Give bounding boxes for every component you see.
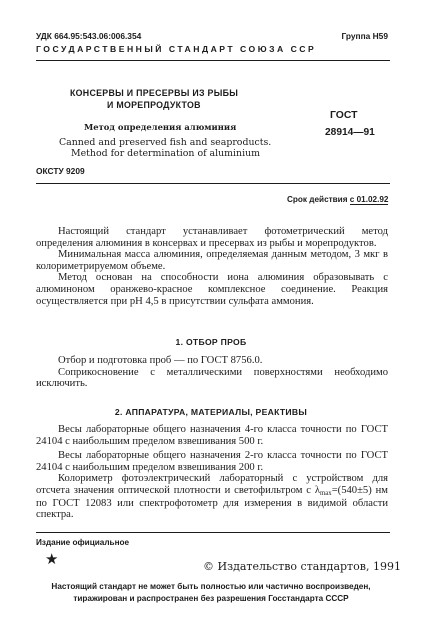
lambda-subscript: max	[320, 489, 332, 497]
section-2-body	[36, 424, 388, 521]
intro-paragraph-3: Метод основан на способности иона алюминия образовывать с алюминоном оранжево-красное комплексное соединение. Реакция осуществляется при pH 4,5 в присутствии сульфата аммония.	[36, 272, 388, 307]
header-rule	[36, 60, 390, 61]
section-2-paragraph-3	[36, 473, 388, 520]
validity	[287, 195, 388, 204]
reproduction-notice-line-2: тиражирован и распространен без разрешения Госстандарта СССР	[73, 594, 349, 603]
official-edition: Издание официальное	[36, 538, 130, 547]
colorimeter-text-tail: =(540±5) нм по ГОСТ 12083 или спектрофотометр для измерения в видимой области спектра.	[36, 484, 388, 521]
state-standard-banner: ГОСУДАРСТВЕННЫЙ СТАНДАРТ СОЮЗА ССР	[36, 44, 317, 54]
gost-label: ГОСТ	[330, 110, 358, 121]
title-line-1: КОНСЕРВЫ И ПРЕСЕРВЫ ИЗ РЫБЫ	[70, 88, 239, 98]
validity-date: с 01.02.92	[349, 195, 389, 204]
title-en-line-2: Method for determination of aluminium	[71, 148, 261, 159]
section-1-heading: 1. ОТБОР ПРОБ	[175, 337, 247, 347]
intro-section	[36, 226, 388, 307]
method-title-ru: Метод определения алюминия	[84, 122, 237, 132]
section-2-paragraph-2: Весы лабораторные общего назначения 2-го класса точности по ГОСТ 24104 с наибольшим пределом взвешивания 200 г.	[36, 450, 388, 473]
colorimeter-text: Колориметр фотоэлектрический лабораторный с устройством для отсчета значения оптической плотности и светофильтром с λ	[36, 473, 388, 496]
section-2-paragraph-1: Весы лабораторные общего назначения 4-го класса точности по ГОСТ 24104 с наибольшим пределом взвешивания 500 г.	[36, 424, 388, 447]
title-block-rule	[36, 183, 390, 184]
validity-label: Срок действия	[287, 195, 348, 204]
section-1-paragraph-2: Соприкосновение с металлическими поверхностями необходимо исключить.	[36, 366, 388, 390]
section-1-body	[36, 355, 388, 390]
udk-code: УДК 664.95:543.06:006.354	[36, 31, 142, 41]
intro-paragraph-1: Настоящий стандарт устанавливает фотометрический метод определения алюминия в консервах и пресервах из рыбы и морепродуктов.	[36, 226, 388, 249]
title-line-2: И МОРЕПРОДУКТОВ	[107, 100, 201, 110]
section-1-paragraph-1: Отбор и подготовка проб — по ГОСТ 8756.0.	[58, 355, 263, 366]
group-code: Группа Н59	[341, 31, 388, 41]
okstu-code: ОКСТУ 9209	[36, 166, 85, 176]
copyright-line: © Издательство стандартов, 1991	[203, 560, 401, 573]
section-2-heading: 2. АППАРАТУРА, МАТЕРИАЛЫ, РЕАКТИВЫ	[114, 407, 308, 417]
gost-number: 28914—91	[325, 127, 375, 138]
intro-paragraph-2: Минимальная масса алюминия, определяемая данным методом, 3 мкг в колориметрируемом объеме.	[36, 249, 388, 272]
footer-rule	[36, 532, 390, 533]
reproduction-notice-line-1: Настоящий стандарт не может быть полностью или частично воспроизведен,	[51, 582, 371, 591]
star-icon: ★	[45, 550, 59, 568]
title-en-line-1: Canned and preserved fish and seaproducts.	[59, 137, 272, 148]
